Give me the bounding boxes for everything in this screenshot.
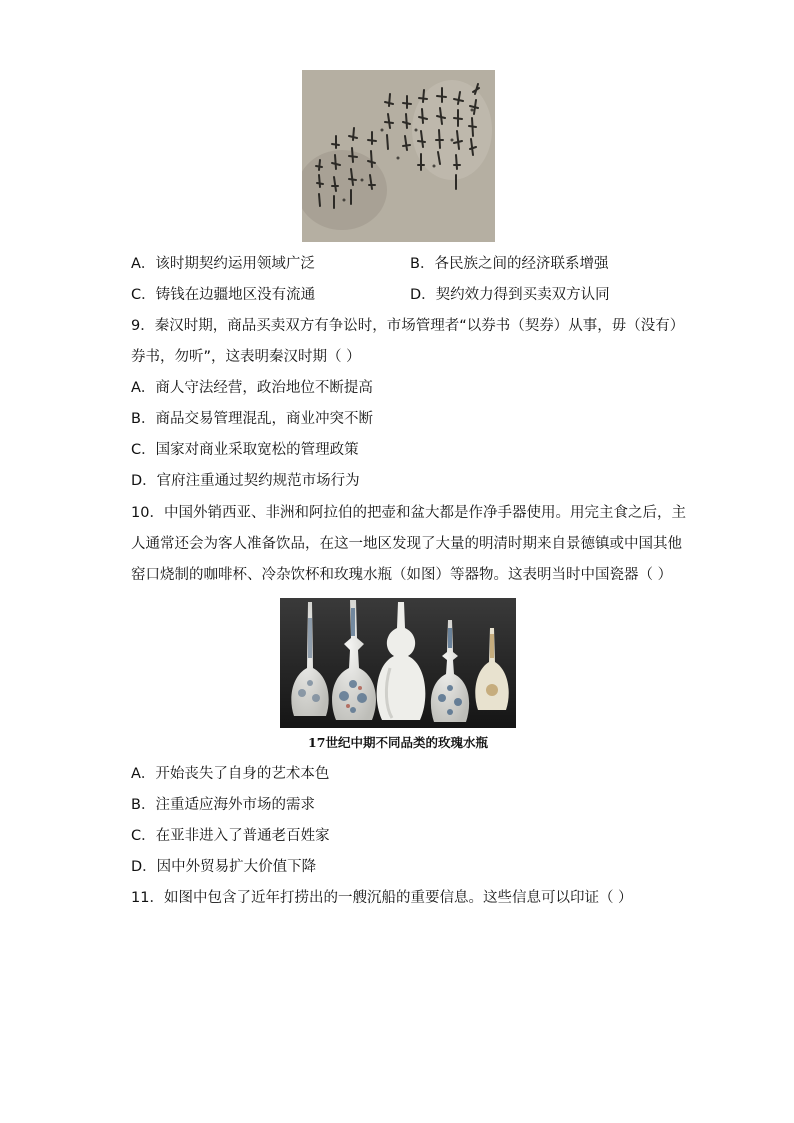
q9-option-d: D．官府注重通过契约规范市场行为 xyxy=(131,473,360,489)
q10-option-a: A．开始丧失了自身的艺术本色 xyxy=(131,766,330,782)
q9-option-a: A．商人守法经营，政治地位不断提高 xyxy=(131,380,373,396)
q9-stem-line2: 券书，勿听”，这表明秦汉时期（ ） xyxy=(131,349,361,365)
q9-option-b: B．商品交易管理混乱，商业冲突不断 xyxy=(131,411,373,427)
q8-option-c: C．铸钱在边疆地区没有流通 xyxy=(131,287,316,303)
q9-option-c: C．国家对商业采取宽松的管理政策 xyxy=(131,442,359,458)
q10-stem-line2: 人通常还会为客人准备饮品，在这一地区发现了大量的明清时期来自景德镇或中国其他 xyxy=(131,536,682,552)
bottles-drawing xyxy=(280,598,516,728)
q10-option-d: D．因中外贸易扩大价值下降 xyxy=(131,859,317,875)
q8-option-a: A．该时期契约运用领域广泛 xyxy=(131,256,315,272)
q11-stem-line1: 11．如图中包含了近年打捞出的一艘沉船的重要信息。这些信息可以印证（ ） xyxy=(131,890,633,906)
q10-option-b: B．注重适应海外市场的需求 xyxy=(131,797,315,813)
manuscript-drawing xyxy=(302,70,495,242)
q10-option-c: C．在亚非进入了普通老百姓家 xyxy=(131,828,330,844)
q9-stem-line1: 9．秦汉时期，商品买卖双方有争讼时，市场管理者“以券书（契券）从事，毋（没有） xyxy=(131,318,685,334)
q8-option-b: B．各民族之间的经济联系增强 xyxy=(410,256,609,272)
contract-manuscript-image xyxy=(302,70,495,242)
q10-stem-line1: 10．中国外销西亚、非洲和阿拉伯的把壶和盆大都是作净手器使用。用完主食之后，主 xyxy=(131,505,686,521)
q8-option-d: D．契约效力得到买卖双方认同 xyxy=(410,287,610,303)
rose-water-bottles-image xyxy=(280,598,516,728)
q10-stem-line3: 窑口烧制的咖啡杯、冷杂饮杯和玫瑰水瓶（如图）等器物。这表明当时中国瓷器（ ） xyxy=(131,567,673,583)
bottles-caption: 17世纪中期不同品类的玫瑰水瓶 xyxy=(308,735,488,750)
